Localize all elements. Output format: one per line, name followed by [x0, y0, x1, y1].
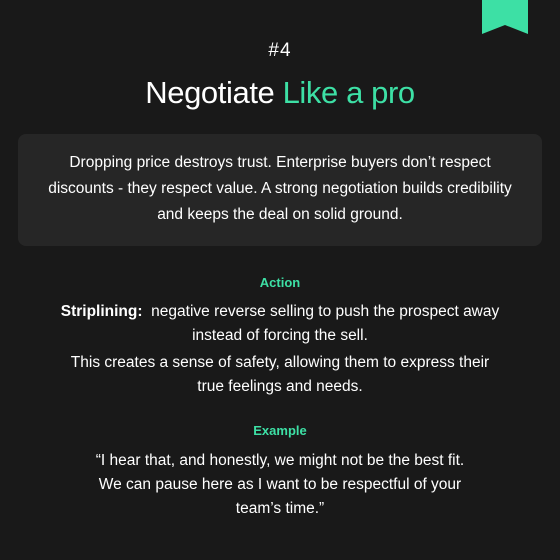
action-term: Striplining:	[60, 303, 143, 320]
page-title	[0, 73, 560, 113]
intro-card	[18, 134, 542, 246]
example-label: Example	[253, 423, 307, 438]
title-main: Negotiate	[145, 75, 275, 110]
action-note: This creates a sense of safety, allowing them to express their true feelings and needs.	[70, 354, 490, 395]
intro-text: Dropping price destroys trust. Enterprise buyers don’t respect discounts - they respect value. A strong negotiation builds credibility and keeps the deal on solid ground.	[48, 154, 512, 223]
action-label: Action	[259, 275, 301, 290]
example-quote: “I hear that, and honestly, we might not be the best fit. We can pause here as I want to be respectful of your team’s time.”	[95, 452, 465, 517]
post-number: #4	[268, 40, 292, 61]
action-section	[0, 300, 560, 399]
action-definition-line	[0, 300, 560, 348]
title-accent: Like a pro	[282, 75, 415, 110]
action-definition: negative reverse selling to push the prospect away instead of forcing the sell.	[151, 303, 500, 344]
bookmark-icon	[482, 0, 528, 34]
